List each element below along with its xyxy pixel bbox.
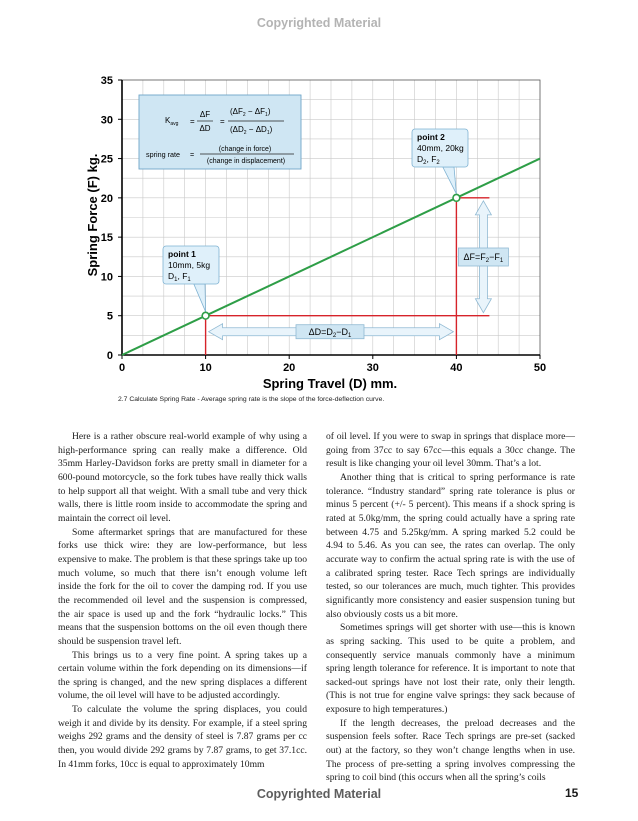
formula-box — [139, 95, 301, 169]
symbol-sub: 2 — [423, 160, 427, 166]
watermark-bottom: Copyrighted Material — [256, 787, 382, 801]
x-tick-label: 50 — [533, 362, 547, 374]
delta-f-mid: −F — [489, 252, 500, 262]
y-axis-label: Spring Force (F) kg. — [85, 153, 100, 277]
num-sub: 2 — [242, 112, 246, 118]
delta-d-text: ΔD=D — [308, 327, 333, 338]
symbol-f: F — [182, 271, 188, 281]
den-close: ) — [269, 125, 273, 134]
paragraph: Some aftermarket springs that are manufactured for these forks use thick wire: they are low-performance, but less expensive to make. The problem is that these springs take up too much volume, so much that there isn’t enough volume left inside the fork for the oil to cover the damping rod. If you use the recommended oil level and the suspension is compressed, the air space is used up and the fork “hydraulic locks.” This means that the suspension bottoms on the oil even though there should be suspension travel left. — [58, 526, 307, 647]
y-tick-label: 25 — [100, 153, 113, 166]
symbol-sep: , — [177, 271, 183, 281]
callout-value: 10mm, 5kg — [168, 260, 211, 270]
spring-rate-label: spring rate — [146, 150, 180, 159]
y-tick-label: 30 — [100, 114, 113, 127]
x-tick-label: 10 — [199, 362, 212, 374]
y-tick-label: 15 — [100, 232, 113, 245]
y-tick-label: 10 — [100, 271, 113, 284]
k-sub: avg — [170, 121, 179, 127]
symbol-sub: 1 — [187, 277, 191, 283]
y-tick-label: 20 — [100, 192, 113, 205]
symbol-d: D — [417, 154, 424, 164]
equals-sign: = — [190, 117, 195, 126]
symbol-sub: 2 — [436, 160, 440, 166]
delta-f-symbol: ΔF — [199, 110, 211, 119]
paragraph: To calculate the volume the spring displaces, you could weigh it and divide by its density. For example, if a steel spring weighs 292 grams and the density of steel is 7.87 grams per cc then, you would divide 292 grams by 7.87 grams, to get 37.1cc. In 41mm forks, 10cc is equal to approximately 10mm — [58, 704, 307, 770]
den-mid: − ΔD — [246, 125, 267, 134]
paragraph: Sometimes springs will get shorter with use—this is known as spring sacking. This used to be quite a problem, and consequently service manuals commonly have a minimum spring length tolerance for reference. It is important to note that sacked-out springs have not lost their rate, only their length. (This is not true for engine valve springs: they sack because of exposure to high temperatures.) — [326, 622, 575, 716]
symbol-sep: , — [426, 154, 432, 164]
spring-rate-chart — [0, 0, 638, 400]
delta-d-mid: −D — [336, 327, 349, 338]
symbol-f: F — [431, 154, 437, 164]
num-sub: 1 — [265, 112, 268, 118]
num-close: ) — [267, 107, 271, 116]
delta-f-sub: 2 — [485, 258, 490, 264]
rate-denominator: (change in displacement) — [206, 158, 286, 165]
paragraph: of oil level. If you were to swap in springs that displace more—going from 37cc to say 67cc—this equals a 30cc change. The result is like changing your oil level 30mm. That’s a lot. — [326, 431, 575, 470]
y-tick-label: 5 — [106, 310, 113, 323]
y-tick-label: 35 — [100, 75, 113, 87]
delta-d-symbol: ΔD — [199, 124, 211, 133]
delta-f-text: ΔF=F — [463, 252, 486, 262]
x-tick-label: 30 — [366, 362, 379, 374]
den-sub: 1 — [266, 130, 270, 136]
rate-equals: = — [190, 150, 195, 159]
equals-sign-2: = — [220, 117, 225, 126]
watermark-top: Copyrighted Material — [256, 16, 382, 30]
y-tick-label: 0 — [106, 350, 113, 362]
callout-title: point 2 — [417, 132, 445, 142]
paragraph: If the length decreases, the preload decreases and the suspension feels softer. Race Tech springs are pre-set (sacked out) at the factory, so they won’t change lengths when in use. The process of pre-setting a spring involves compressing the spring to coil bind (this occurs when all the spring’s coils — [326, 717, 575, 784]
body-column-right — [326, 430, 575, 785]
den-open: (ΔD — [230, 125, 244, 134]
num-mid: − ΔF — [245, 107, 266, 116]
data-point-2 — [453, 194, 460, 201]
paragraph: Here is a rather obscure real-world example of why using a high-performance spring can really make a difference. Old 35mm Harley-Davidson forks are pretty small in diameter for a 600-pound motorcycle, so the fork tubes have really thick walls to help support all that weight. With a small tube and very thick walls, there is little room inside to accommodate the spring and maintain the correct oil level. — [58, 431, 307, 524]
delta-d-sub: 2 — [332, 333, 337, 340]
paragraph: Another thing that is critical to spring performance is rate tolerance. “Industry standard” spring rate tolerance is plus or minus 5 percent (+/- 5 percent). This means if a shock spring is rated at 5.0kg/mm, the spring could actually have a spring rate between 4.75 and 5.25kg/mm. A spring marked 5.2 could be 4.94 to 5.46. As you can see, the rates can overlap. The only accurate way to confirm the actual spring rate is with the use of a calibrated spring tester. Race Tech springs are individually tested, so our tolerances are much, much tighter. This provides significantly more consistency and easier suspension tuning but also obviously costs us a bit more. — [326, 471, 575, 620]
page-number: 15 — [565, 786, 579, 800]
symbol-sub: 1 — [174, 277, 178, 283]
paragraph: This brings us to a very fine point. A spring takes up a certain volume within the fork depending on its dimensions—if the spring is changed, and the new spring displaces a different volume, the oil level will have to be adjusted accordingly. — [58, 649, 307, 702]
num-open: (ΔF — [230, 107, 243, 116]
callout-title: point 1 — [168, 249, 196, 259]
figure-caption: 2.7 Calculate Spring Rate - Average spring rate is the slope of the force-deflection curve. — [118, 396, 385, 403]
delta-f-sub: 1 — [499, 258, 504, 264]
rate-numerator: (change in force) — [218, 146, 272, 153]
den-sub: 2 — [243, 130, 247, 136]
x-tick-label: 0 — [118, 362, 126, 374]
k-symbol: K — [165, 116, 171, 125]
symbol-d: D — [168, 271, 175, 281]
data-point-1 — [202, 312, 209, 319]
x-tick-label: 20 — [283, 362, 296, 374]
x-tick-label: 40 — [450, 362, 463, 374]
x-axis-label: Spring Travel (D) mm. — [262, 376, 398, 391]
callout-value: 40mm, 20kg — [417, 143, 464, 153]
body-column-left — [58, 430, 307, 771]
delta-d-sub: 1 — [348, 333, 352, 340]
